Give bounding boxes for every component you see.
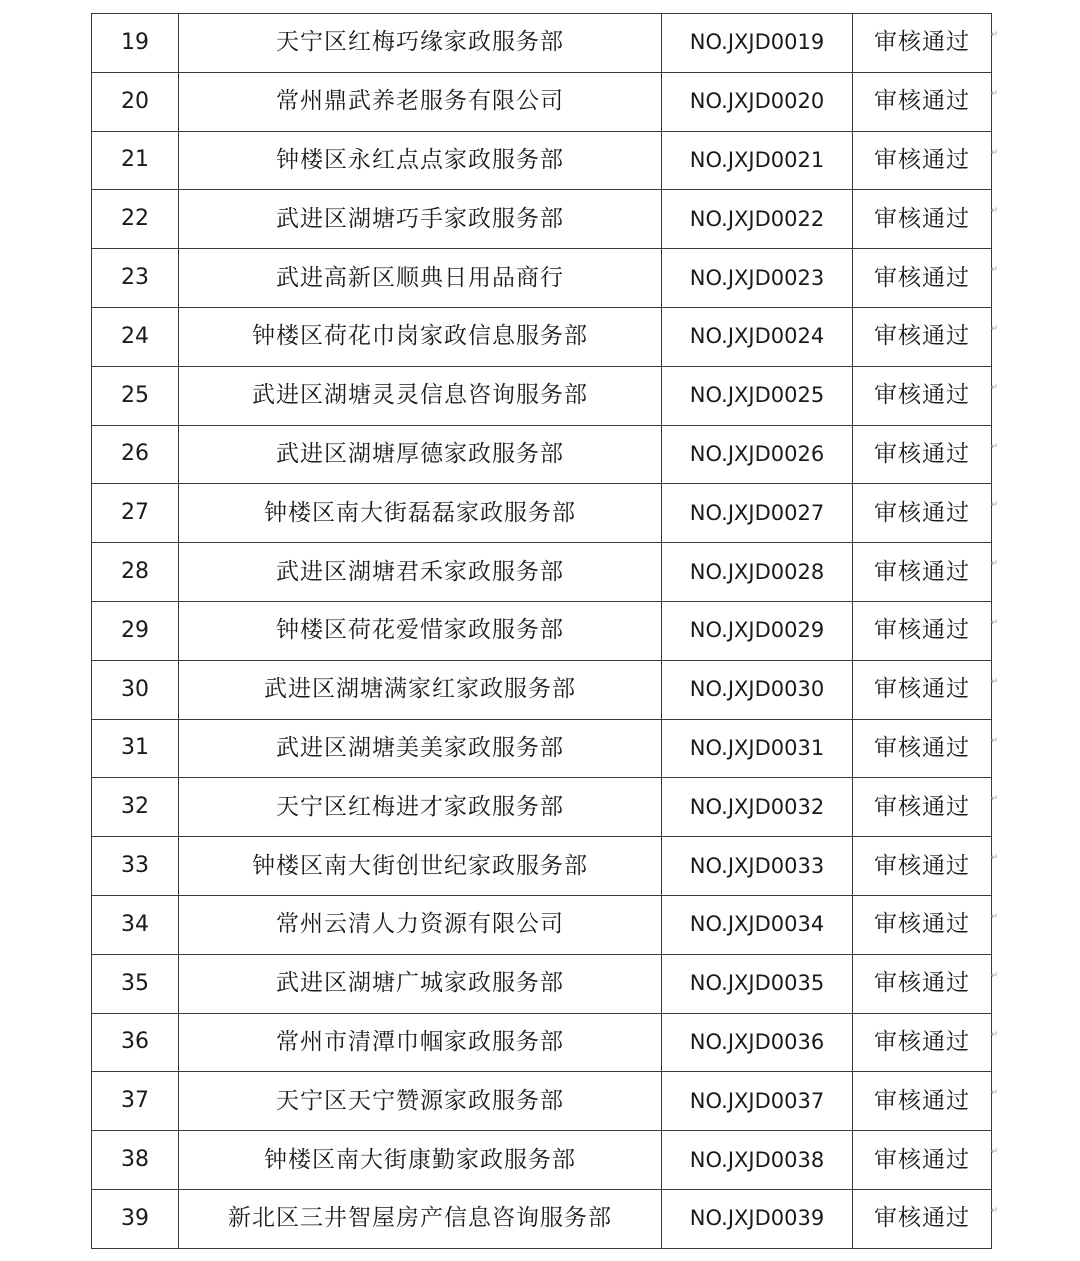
paragraph-mark-icon: ↵ — [990, 559, 999, 570]
paragraph-mark-icon: ↵ — [990, 970, 999, 981]
row-seq-number — [92, 1131, 179, 1190]
approval-table-body — [92, 14, 999, 1249]
registration-code — [662, 895, 853, 954]
row-seq-number — [92, 307, 179, 366]
registration-code-text: NO.JXJD0028 — [689, 559, 825, 584]
row-seq-number — [92, 1189, 179, 1248]
registration-code — [662, 954, 853, 1013]
review-status — [853, 72, 999, 131]
row-seq-number-text: 33 — [121, 853, 149, 879]
row-seq-number-text: 27 — [121, 500, 149, 526]
registration-code-text: NO.JXJD0030 — [689, 677, 825, 702]
paragraph-mark-icon: ↵ — [990, 206, 999, 217]
paragraph-mark-icon: ↵ — [990, 735, 999, 746]
company-name-text: 天宁区红梅进才家政服务部 — [276, 793, 564, 820]
company-name — [179, 1189, 662, 1248]
row-seq-number — [92, 895, 179, 954]
table-row — [92, 14, 992, 73]
company-name — [179, 14, 662, 73]
row-seq-number-text: 28 — [121, 559, 149, 585]
review-status — [853, 484, 999, 543]
registration-code-text: NO.JXJD0039 — [689, 1206, 825, 1231]
registration-code — [662, 543, 853, 602]
review-status-text: 审核通过 — [874, 323, 970, 350]
review-status-text: 审核通过 — [874, 911, 970, 938]
company-name — [179, 543, 662, 602]
review-status — [853, 249, 999, 308]
registration-code-text: NO.JXJD0022 — [689, 206, 825, 231]
registration-code — [662, 190, 853, 249]
row-seq-number — [92, 14, 179, 73]
paragraph-mark-icon: ↵ — [990, 853, 999, 864]
review-status — [853, 1013, 999, 1072]
table-row — [92, 954, 992, 1013]
table-row — [92, 131, 992, 190]
review-status — [853, 895, 999, 954]
row-seq-number-text: 30 — [121, 676, 149, 702]
row-seq-number — [92, 719, 179, 778]
table-row — [92, 249, 992, 308]
review-status-text: 审核通过 — [874, 1087, 970, 1114]
registration-code-text: NO.JXJD0029 — [689, 618, 825, 643]
row-seq-number-text: 25 — [121, 382, 149, 408]
row-seq-number-text: 24 — [121, 323, 149, 349]
company-name-text: 钟楼区荷花巾岗家政信息服务部 — [252, 323, 588, 350]
company-name-text: 常州市清潭巾帼家政服务部 — [276, 1028, 564, 1055]
company-name — [179, 366, 662, 425]
paragraph-mark-icon: ↵ — [990, 441, 999, 452]
company-name — [179, 660, 662, 719]
table-row — [92, 837, 992, 896]
table-row — [92, 895, 992, 954]
registration-code — [662, 484, 853, 543]
registration-code-text: NO.JXJD0032 — [689, 794, 825, 819]
registration-code — [662, 778, 853, 837]
row-seq-number — [92, 190, 179, 249]
review-status-text: 审核通过 — [874, 382, 970, 409]
registration-code — [662, 72, 853, 131]
registration-code-text: NO.JXJD0035 — [689, 971, 825, 996]
review-status — [853, 837, 999, 896]
review-status — [853, 660, 999, 719]
table-row — [92, 366, 992, 425]
paragraph-mark-icon: ↵ — [990, 147, 999, 158]
registration-code — [662, 1131, 853, 1190]
review-status-text: 审核通过 — [874, 793, 970, 820]
review-status — [853, 543, 999, 602]
registration-code — [662, 1072, 853, 1131]
review-status-text: 审核通过 — [874, 1205, 970, 1232]
company-name — [179, 1072, 662, 1131]
row-seq-number — [92, 72, 179, 131]
company-name — [179, 954, 662, 1013]
company-name-text: 钟楼区南大街磊磊家政服务部 — [264, 499, 576, 526]
paragraph-mark-icon: ↵ — [990, 500, 999, 511]
review-status — [853, 366, 999, 425]
review-status-text: 审核通过 — [874, 852, 970, 879]
row-seq-number-text: 21 — [121, 147, 149, 173]
registration-code — [662, 660, 853, 719]
company-name — [179, 778, 662, 837]
company-name-text: 武进区湖塘君禾家政服务部 — [276, 558, 564, 585]
company-name — [179, 190, 662, 249]
registration-code-text: NO.JXJD0020 — [689, 89, 825, 114]
company-name-text: 天宁区红梅巧缘家政服务部 — [276, 29, 564, 56]
paragraph-mark-icon: ↵ — [990, 1088, 999, 1099]
table-row — [92, 484, 992, 543]
company-name-text: 武进区湖塘美美家政服务部 — [276, 734, 564, 761]
registration-code-text: NO.JXJD0036 — [689, 1029, 825, 1054]
table-row — [92, 601, 992, 660]
registration-code-text: NO.JXJD0024 — [689, 324, 825, 349]
paragraph-mark-icon: ↵ — [990, 1029, 999, 1040]
review-status-text: 审核通过 — [874, 264, 970, 291]
row-seq-number — [92, 425, 179, 484]
review-status-text: 审核通过 — [874, 970, 970, 997]
registration-code — [662, 1189, 853, 1248]
review-status-text: 审核通过 — [874, 617, 970, 644]
row-seq-number — [92, 249, 179, 308]
registration-code — [662, 425, 853, 484]
row-seq-number-text: 29 — [121, 617, 149, 643]
registration-code-text: NO.JXJD0031 — [689, 735, 825, 760]
row-seq-number-text: 31 — [121, 735, 149, 761]
company-name — [179, 425, 662, 484]
registration-code — [662, 1013, 853, 1072]
paragraph-mark-icon: ↵ — [990, 30, 999, 40]
paragraph-mark-icon: ↵ — [990, 911, 999, 922]
row-seq-number — [92, 778, 179, 837]
company-name-text: 钟楼区永红点点家政服务部 — [276, 146, 564, 173]
table-row — [92, 307, 992, 366]
review-status-text: 审核通过 — [874, 1028, 970, 1055]
review-status — [853, 778, 999, 837]
review-status-text: 审核通过 — [874, 734, 970, 761]
row-seq-number-text: 39 — [121, 1205, 149, 1231]
review-status — [853, 131, 999, 190]
registration-code-text: NO.JXJD0037 — [689, 1088, 825, 1113]
table-row — [92, 719, 992, 778]
review-status-text: 审核通过 — [874, 88, 970, 115]
row-seq-number-text: 35 — [121, 970, 149, 996]
paragraph-mark-icon: ↵ — [990, 88, 999, 99]
company-name-text: 钟楼区南大街创世纪家政服务部 — [252, 852, 588, 879]
company-name-text: 钟楼区南大街康勤家政服务部 — [264, 1146, 576, 1173]
company-name-text: 武进区湖塘灵灵信息咨询服务部 — [252, 382, 588, 409]
company-name — [179, 307, 662, 366]
registration-code — [662, 601, 853, 660]
row-seq-number — [92, 1072, 179, 1131]
paragraph-mark-icon: ↵ — [990, 323, 999, 334]
registration-code — [662, 131, 853, 190]
review-status-text: 审核通过 — [874, 558, 970, 585]
company-name — [179, 1131, 662, 1190]
review-status-text: 审核通过 — [874, 146, 970, 173]
company-name — [179, 484, 662, 543]
review-status — [853, 14, 999, 73]
review-status — [853, 601, 999, 660]
company-name-text: 武进区湖塘巧手家政服务部 — [276, 205, 564, 232]
paragraph-mark-icon: ↵ — [990, 1147, 999, 1158]
table-row — [92, 1013, 992, 1072]
row-seq-number-text: 34 — [121, 911, 149, 937]
company-name — [179, 72, 662, 131]
company-name — [179, 837, 662, 896]
review-status — [853, 307, 999, 366]
review-status-text: 审核通过 — [874, 205, 970, 232]
review-status — [853, 954, 999, 1013]
review-status-text: 审核通过 — [874, 676, 970, 703]
review-status-text: 审核通过 — [874, 499, 970, 526]
row-seq-number — [92, 484, 179, 543]
review-status — [853, 425, 999, 484]
approval-table — [91, 13, 999, 1249]
row-seq-number — [92, 1013, 179, 1072]
review-status — [853, 1189, 999, 1248]
paragraph-mark-icon: ↵ — [990, 676, 999, 687]
row-seq-number-text: 36 — [121, 1029, 149, 1055]
registration-code-text: NO.JXJD0034 — [689, 912, 825, 937]
row-seq-number-text: 37 — [121, 1088, 149, 1114]
registration-code-text: NO.JXJD0027 — [689, 500, 825, 525]
row-seq-number-text: 22 — [121, 206, 149, 232]
row-seq-number — [92, 837, 179, 896]
table-row — [92, 660, 992, 719]
review-status-text: 审核通过 — [874, 1146, 970, 1173]
registration-code-text: NO.JXJD0021 — [689, 147, 825, 172]
company-name-text: 武进区湖塘广城家政服务部 — [276, 970, 564, 997]
registration-code-text: NO.JXJD0026 — [689, 441, 825, 466]
registration-code-text: NO.JXJD0038 — [689, 1147, 825, 1172]
review-status — [853, 1131, 999, 1190]
registration-code — [662, 719, 853, 778]
table-row — [92, 190, 992, 249]
company-name — [179, 895, 662, 954]
company-name — [179, 601, 662, 660]
paragraph-mark-icon: ↵ — [990, 265, 999, 276]
row-seq-number-text: 26 — [121, 441, 149, 467]
registration-code-text: NO.JXJD0025 — [689, 383, 825, 408]
company-name-text: 武进区湖塘满家红家政服务部 — [264, 676, 576, 703]
review-status-text: 审核通过 — [874, 440, 970, 467]
paragraph-mark-icon: ↵ — [990, 794, 999, 805]
row-seq-number — [92, 601, 179, 660]
company-name-text: 新北区三井智屋房产信息咨询服务部 — [228, 1205, 612, 1232]
company-name-text: 武进区湖塘厚德家政服务部 — [276, 440, 564, 467]
table-row — [92, 425, 992, 484]
review-status-text: 审核通过 — [874, 29, 970, 56]
registration-code — [662, 366, 853, 425]
row-seq-number — [92, 366, 179, 425]
review-status — [853, 1072, 999, 1131]
paragraph-mark-icon: ↵ — [990, 1205, 999, 1216]
registration-code-text: NO.JXJD0033 — [689, 853, 825, 878]
company-name-text: 常州云清人力资源有限公司 — [276, 911, 564, 938]
table-row — [92, 1072, 992, 1131]
registration-code — [662, 249, 853, 308]
paragraph-mark-icon: ↵ — [990, 617, 999, 628]
company-name-text: 武进高新区顺典日用品商行 — [276, 264, 564, 291]
company-name-text: 钟楼区荷花爱惜家政服务部 — [276, 617, 564, 644]
review-status — [853, 719, 999, 778]
registration-code — [662, 837, 853, 896]
registration-code — [662, 14, 853, 73]
table-row — [92, 543, 992, 602]
company-name-text: 常州鼎武养老服务有限公司 — [276, 88, 564, 115]
row-seq-number — [92, 954, 179, 1013]
table-row — [92, 778, 992, 837]
review-status — [853, 190, 999, 249]
company-name — [179, 719, 662, 778]
registration-code-text: NO.JXJD0023 — [689, 265, 825, 290]
row-seq-number — [92, 543, 179, 602]
row-seq-number-text: 20 — [121, 88, 149, 114]
company-name — [179, 1013, 662, 1072]
row-seq-number-text: 23 — [121, 265, 149, 291]
table-row — [92, 1131, 992, 1190]
table-row — [92, 1189, 992, 1248]
row-seq-number — [92, 131, 179, 190]
paragraph-mark-icon: ↵ — [990, 382, 999, 393]
company-name — [179, 131, 662, 190]
table-row — [92, 72, 992, 131]
registration-code — [662, 307, 853, 366]
row-seq-number — [92, 660, 179, 719]
row-seq-number-text: 19 — [121, 29, 149, 55]
company-name — [179, 249, 662, 308]
company-name-text: 天宁区天宁赞源家政服务部 — [276, 1087, 564, 1114]
row-seq-number-text: 32 — [121, 794, 149, 820]
row-seq-number-text: 38 — [121, 1147, 149, 1173]
registration-code-text: NO.JXJD0019 — [689, 30, 825, 55]
